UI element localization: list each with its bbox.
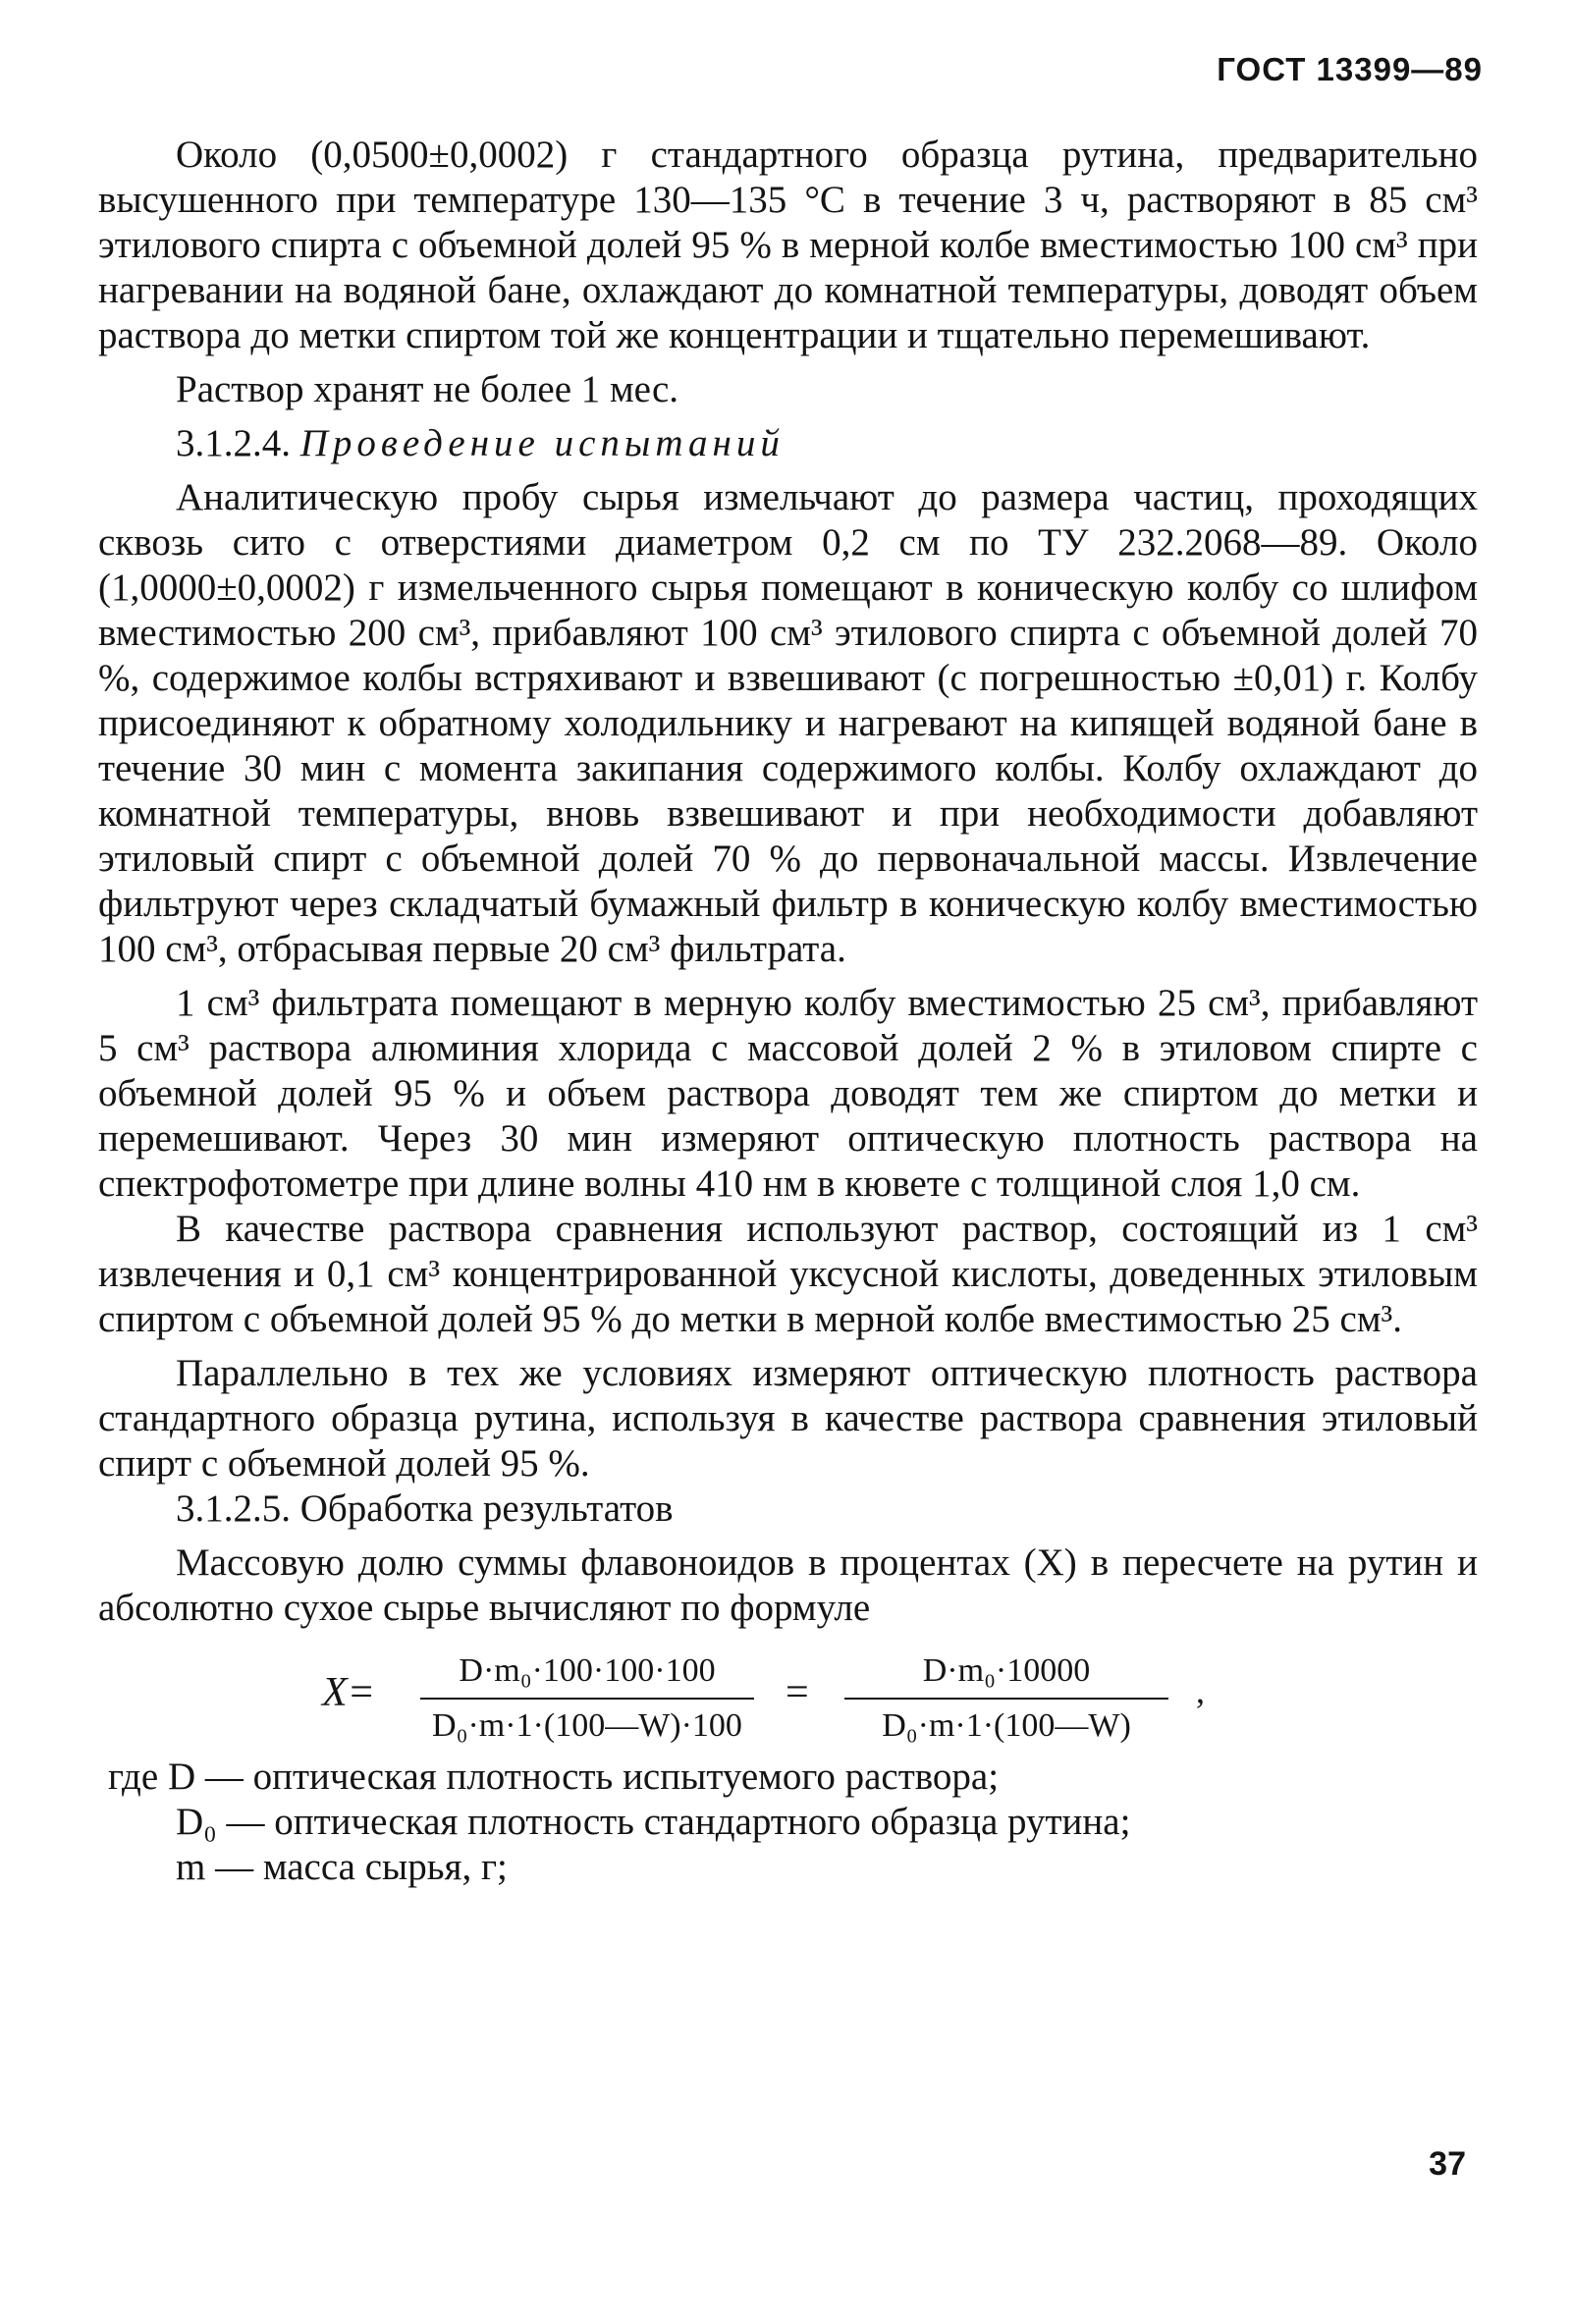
paragraph-storage: Раствор хранят не более 1 мес. xyxy=(176,368,679,410)
formula-comma: , xyxy=(1196,1671,1205,1710)
formula xyxy=(98,1641,1478,1749)
document-body xyxy=(98,133,1478,1890)
formula-numerator-1: D·m₀·100·100·100 xyxy=(420,1648,754,1700)
formula-denominator-2: D₀·m·1·(100—W) xyxy=(882,1707,1131,1744)
paragraph-measurement: 1 см³ фильтрата помещают в мерную колбу вместимостью 25 см³, прибавляют 5 см³ раствора алюминия хлорида с массовой долей 2 % в этиловом спирте с объемной долей 95 % и объем раствора доводят тем же спиртом до метки и перемешивают. Через 30 мин измеряют оптическую плотность раствора на спектрофотометре при длине волны 410 нм в кювете с толщиной слоя 1,0 см. xyxy=(98,982,1478,1205)
paragraph-sample-preparation: Аналитическую пробу сырья измельчают до размера частиц, проходящих сквозь сито с отверстиями диаметром 0,2 см по ТУ 232.2068—89. Около (1,0000±0,0002) г измельченного сырья помещают в коническую колбу со шлифом вместимостью 200 см³, прибавляют 100 см³ этилового спирта с объемной долей 70 %, содержимое колбы встряхивают и взвешивают (с погрешностью ±0,01) г. Колбу присоединяют к обратному холодильнику и нагревают на кипящей водяной бане в течение 30 мин с момента закипания содержимого колбы. Колбу охлаждают до комнатной температуры, вновь взвешивают и при необходимости добавляют этиловый спирт с объемной долей 70 % до первоначальной массы. Извлечение фильтруют через складчатый бумажный фильтр в коническую колбу вместимостью 100 см³, отбрасывая первые 20 см³ фильтрата. xyxy=(98,476,1478,970)
paragraph-parallel-measurement: Параллельно в тех же условиях измеряют оптическую плотность раствора стандартного образца рутина, используя в качестве раствора сравнения этиловый спирт с объемной долей 95 %. xyxy=(98,1352,1478,1485)
formula-fraction-1 xyxy=(420,1648,754,1749)
definition-m: m — масса сырья, г; xyxy=(176,1846,508,1888)
document-header: ГОСТ 13399—89 xyxy=(1217,51,1483,87)
paragraph-formula-intro: Массовую долю суммы флавоноидов в процентах (X) в пересчете на рутин и абсолютно сухое сырье вычисляют по формуле xyxy=(98,1541,1478,1629)
definition-d: где D — оптическая плотность испытуемого раствора; xyxy=(108,1756,1000,1798)
section-title: Проведение испытаний xyxy=(299,422,785,464)
formula-lhs: X= xyxy=(322,1670,375,1715)
paragraph-standard-solution: Около (0,0500±0,0002) г стандартного образца рутина, предварительно высушенного при температуре 130—135 °С в течение 3 ч, растворяют в 85 см³ этилового спирта с объемной долей 95 % в мерной колбе вместимостью 100 см³ при нагревании на водяной бане, охлаждают до комнатной температуры, доводят объем раствора до метки спиртом той же концентрации и тщательно перемешивают. xyxy=(98,134,1478,356)
formula-numerator-2: D·m₀·10000 xyxy=(844,1648,1168,1700)
section-heading-testing xyxy=(98,421,1478,466)
page-number: 37 xyxy=(1429,2145,1466,2183)
definition-d0: D₀ — оптическая плотность стандартного образца рутина; xyxy=(176,1801,1131,1843)
formula-equals: = xyxy=(786,1670,809,1715)
formula-denominator-1: D₀·m·1·(100—W)·100 xyxy=(432,1707,742,1744)
section-number: 3.1.2.4. xyxy=(176,422,291,464)
formula-fraction-2 xyxy=(844,1648,1168,1749)
definitions-list xyxy=(98,1755,1478,1890)
paragraph-reference-solution: В качестве раствора сравнения используют раствор, состоящий из 1 см³ извлечения и 0,1 см³ концентрированной уксусной кислоты, доведенных этиловым спиртом с объемной долей 95 % до метки в мерной колбе вместимостью 25 см³. xyxy=(98,1208,1478,1340)
section-heading-results: 3.1.2.5. Обработка результатов xyxy=(176,1487,674,1530)
